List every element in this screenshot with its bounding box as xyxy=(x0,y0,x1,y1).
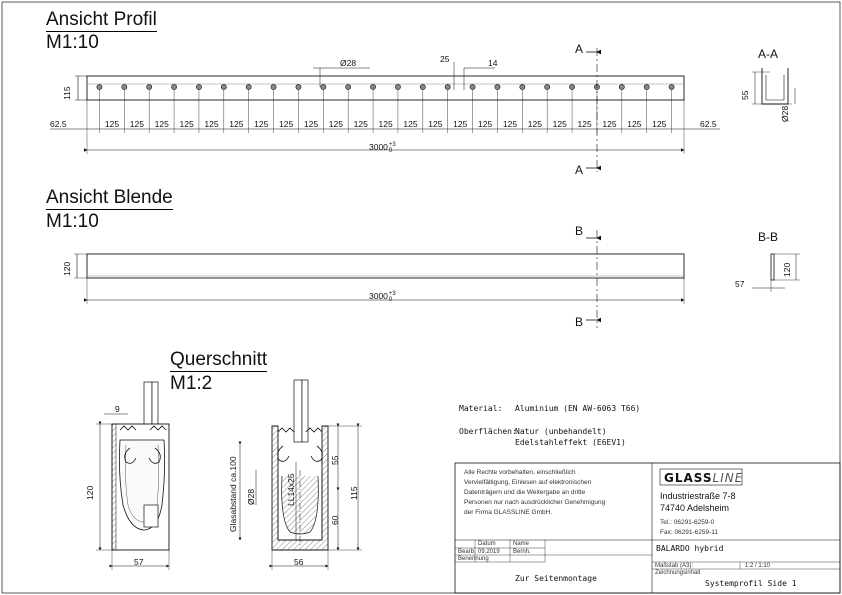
section-aa-dim-28: Ø28 xyxy=(780,105,790,122)
material-label: Material: xyxy=(459,404,503,413)
spacing-label: 125 xyxy=(428,119,443,129)
section-aa-drawing xyxy=(752,68,795,104)
spacing-label: 125 xyxy=(478,119,493,129)
spacing-label: 125 xyxy=(279,119,294,129)
spacing-label: 125 xyxy=(154,119,169,129)
datum-label: Datum xyxy=(478,541,496,547)
bearb-label: Bearb. xyxy=(458,549,476,555)
blende-height-dim: 120 xyxy=(62,261,72,276)
spacing-label: 125 xyxy=(303,119,319,129)
mounting-hole xyxy=(97,84,102,89)
blende-view xyxy=(74,230,684,328)
spacing-label: 125 xyxy=(204,119,219,129)
material-value: Aluminium (EN AW-6063 T66) xyxy=(515,404,641,413)
cross-right-dim-115: 115 xyxy=(349,486,359,500)
mounting-hole xyxy=(346,84,351,89)
blende-length-label: 3000+3 0 xyxy=(369,291,396,303)
company-tel: Tel.: 06291-6259-0 xyxy=(660,519,715,526)
spacing-label: 125 xyxy=(104,119,120,129)
massstab-label: Maßstab (A3): xyxy=(655,563,694,569)
cross-section-title: Querschnitt xyxy=(170,349,268,370)
spacing-label: 125 xyxy=(403,119,418,129)
cross-section-right xyxy=(240,380,362,570)
mounting-hole xyxy=(520,84,525,89)
mounting-hole xyxy=(196,84,201,89)
mounting-hole xyxy=(246,84,251,89)
spacing-label: 125 xyxy=(453,119,468,129)
mounting-hole xyxy=(420,84,425,89)
mounting-hole xyxy=(569,84,574,89)
spacing-label: 125 xyxy=(627,119,642,129)
cross-left-dim-9: 9 xyxy=(115,404,120,414)
blende-view-scale: M1:10 xyxy=(46,211,99,232)
blende-view-title: Ansicht Blende xyxy=(46,187,173,208)
spacing-label: 125 xyxy=(552,119,567,129)
spacing-label: 125 xyxy=(229,119,244,129)
spacing-label: 125 xyxy=(254,119,269,129)
mounting-hole xyxy=(644,84,649,89)
profile-end-offset-left: 62.5 xyxy=(50,119,67,129)
section-aa-label: A-A xyxy=(758,47,779,61)
drawing-content: Systemprofil Side 1 xyxy=(705,579,797,588)
rights-notice: Alle Rechte vorbehalten, einschließlich Vervielfältigung, Einlesen auf elektronischen Datenträgern und die Weitergabe an dritte Personen nur nach ausdrücklicher Genehmigung der Firma GLASSLINE GmbH. xyxy=(464,469,606,516)
spacing-label: 125 xyxy=(652,119,667,129)
profile-view-title: Ansicht Profil xyxy=(46,9,157,30)
cross-section-scale: M1:2 xyxy=(170,373,213,394)
mounting-hole xyxy=(495,84,500,89)
mounting-hole xyxy=(395,84,400,89)
section-aa-dim-55: 55 xyxy=(740,90,750,100)
mounting-hole xyxy=(171,84,176,89)
mount-label: Zur Seitenmontage xyxy=(515,574,597,583)
zeichnung-label: Zeichnungsinhalt xyxy=(655,570,701,576)
profile-length-label: 3000+3 0 xyxy=(369,142,396,154)
section-marker-a-bottom: A xyxy=(575,163,584,177)
cross-left-dim-120: 120 xyxy=(85,485,95,500)
spacing-label: 125 xyxy=(527,119,542,129)
section-bb-dim-57: 57 xyxy=(735,279,745,289)
dim-14-label: 14 xyxy=(488,58,498,68)
mounting-hole xyxy=(669,84,674,89)
blende-outline xyxy=(87,254,684,278)
spacing-label: 125 xyxy=(129,119,144,129)
cross-section-left xyxy=(96,382,169,570)
spacing-label: 125 xyxy=(328,119,343,129)
company-address: Industriestraße 7-8 74740 Adelsheim xyxy=(660,491,736,513)
bearb-name: Bernh. xyxy=(513,549,531,555)
spacing-label: 125 xyxy=(378,119,393,129)
company-fax: Fax: 06291-6259-11 xyxy=(660,529,719,536)
spacing-label: 125 xyxy=(602,119,617,129)
cross-right-hole: Ø28 xyxy=(246,488,256,505)
mounting-hole xyxy=(619,84,624,89)
surface-value-2: Edelstahleffekt (E6EV1) xyxy=(515,438,626,447)
mounting-hole xyxy=(271,84,276,89)
profile-height-dim: 115 xyxy=(62,86,72,100)
cross-right-dim-60: 60 xyxy=(330,515,340,525)
product-name: BALARDO hybrid xyxy=(656,544,724,553)
mounting-hole xyxy=(321,84,326,89)
mounting-hole xyxy=(221,84,226,89)
hole-diameter-label: Ø28 xyxy=(340,58,357,68)
massstab-value: 1:2 / 1:10 xyxy=(745,563,771,569)
company-logo: GLASSLINE xyxy=(664,471,744,485)
mounting-hole xyxy=(122,84,127,89)
section-bb-dim-120: 120 xyxy=(782,262,792,277)
cross-right-glass-gap: Glasabstand ca.100 xyxy=(228,456,238,532)
section-bb-label: B-B xyxy=(758,230,779,244)
mounting-hole xyxy=(296,84,301,89)
bearb-date: 09.2019 xyxy=(478,549,500,555)
cross-right-dim-56: 56 xyxy=(294,557,304,567)
mounting-hole xyxy=(445,84,450,89)
section-marker-b-bottom: B xyxy=(575,315,584,329)
dim-25-label: 25 xyxy=(440,54,450,64)
cross-left-dim-57: 57 xyxy=(134,557,144,567)
surface-value-1: Natur (unbehandelt) xyxy=(515,427,607,436)
mounting-hole xyxy=(470,84,475,89)
section-marker-b-top: B xyxy=(575,224,584,238)
section-marker-a-top: A xyxy=(575,42,584,56)
benennung-label: Benennung xyxy=(458,556,489,562)
profile-view-scale: M1:10 xyxy=(46,32,99,53)
spacing-label: 125 xyxy=(179,119,194,129)
cross-right-dim-55: 55 xyxy=(330,455,340,465)
surface-label: Oberflächen: xyxy=(459,427,517,436)
mounting-hole xyxy=(370,84,375,89)
mounting-hole xyxy=(545,84,550,89)
spacing-label: 125 xyxy=(577,119,592,129)
spacing-label: 125 xyxy=(353,119,368,129)
cross-right-ll: LL14x25 xyxy=(286,473,296,506)
mounting-hole xyxy=(147,84,152,89)
section-bb-drawing xyxy=(752,254,800,292)
profile-end-offset-right: 62.5 xyxy=(700,119,717,129)
name-label: Name xyxy=(513,541,530,547)
spacing-label: 125 xyxy=(502,119,518,129)
